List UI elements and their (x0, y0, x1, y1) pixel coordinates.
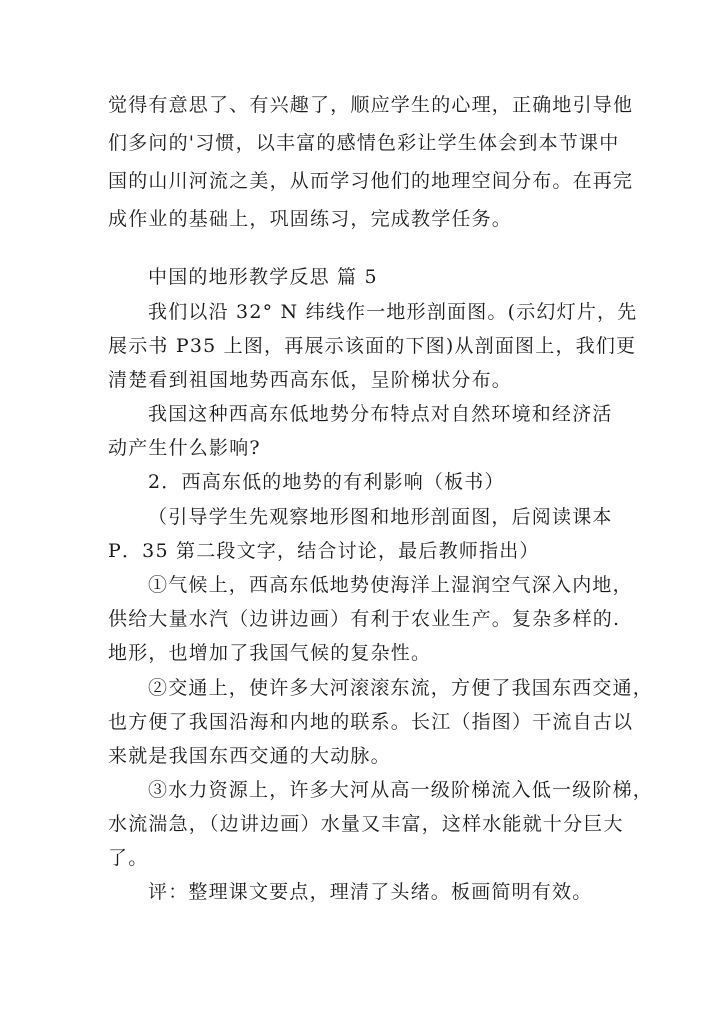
text-line: 成作业的基础上，巩固练习，完成教学任务。 (108, 208, 513, 230)
text-line: 展示书 P35 上图，再展示该面的下图)从剖面图上，我们更 (108, 335, 637, 357)
text-line: 们多问的'习惯，以丰富的感情色彩让学生体会到本节课中 (108, 132, 620, 154)
text-line: 我们以沿 32° N 纬线作一地形剖面图。(示幻灯片，先 (148, 301, 638, 323)
text-line: 觉得有意思了、有兴趣了，顺应学生的心理，正确地引导他 (108, 94, 634, 116)
text-line: 国的山川河流之美，从而学习他们的地理空间分布。在再完 (108, 170, 634, 192)
text-line: ③水力资源上，许多大河从高一级阶梯流入低一级阶梯， (148, 779, 654, 801)
text-line: 供给大量水汽（边讲边画）有利于农业生产。复杂多样的. (108, 608, 621, 630)
text-line: P．35 第二段文字，结合讨论，最后教师指出） (108, 540, 540, 562)
text-line: 也方便了我国沿海和内地的联系。长江（指图）干流自古以 (108, 711, 634, 733)
text-line: 来就是我国东西交通的大动脉。 (108, 745, 391, 767)
text-line: 水流湍急，（边讲边画）水量又丰富，这样水能就十分巨大 (108, 813, 624, 835)
text-line: 了。 (108, 847, 149, 869)
text-line: 我国这种西高东低地势分布特点对自然环境和经济活 (148, 403, 613, 425)
subheading: 2．西高东低的地势的有利影响（板书） (148, 471, 505, 493)
comment-line: 评：整理课文要点，理清了头绪。板画简明有效。 (148, 881, 593, 903)
text-line: ①气候上，西高东低地势使海洋上湿润空气深入内地， (148, 574, 633, 596)
text-line: 动产生什么影响? (108, 437, 261, 459)
text-line: （引导学生先观察地形图和地形剖面图，后阅读课本 (148, 506, 613, 528)
text-line: ②交通上，使许多大河滚滚东流，方便了我国东西交通， (148, 677, 654, 699)
section-title: 中国的地形教学反思 篇 5 (148, 266, 378, 288)
text-line: 清楚看到祖国地势西高东低，呈阶梯状分布。 (108, 369, 513, 391)
text-line: 地形，也增加了我国气候的复杂性。 (108, 642, 432, 664)
